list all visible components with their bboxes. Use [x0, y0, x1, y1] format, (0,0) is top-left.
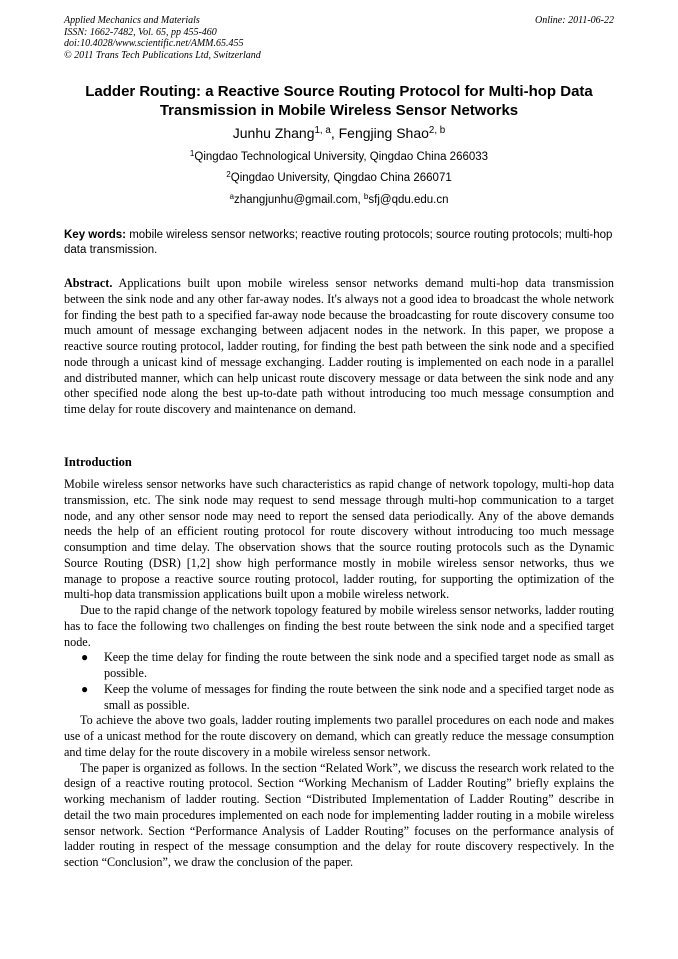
affiliation-2 — [50, 171, 628, 185]
list-item-text: Keep the volume of messages for finding the route between the sink node and a specified target node as small as possible. — [104, 681, 614, 712]
author-2-sup: 2, b — [428, 125, 446, 137]
author-list — [50, 124, 628, 142]
title-line-1: Ladder Routing: a Reactive Source Routing Protocol for Multi-hop Data — [85, 83, 593, 100]
challenge-list — [64, 650, 614, 713]
list-item — [64, 682, 614, 714]
abstract-text: Applications built upon mobile wireless sensor networks demand multi-hop data transmission between the sink node and any other far-away nodes. It's always not a good idea to broadcast the whole network for finding the best path to a specified far-away node because the broadcasting for route discovery consume too much amount of message exchanging between adjacent nodes in the network. In this paper, we propose a reactive source routing protocol, ladder routing, for finding the best path between the sink node and a specified node through a unicast kind of message exchanging. Ladder routing is implemented on each node in a parallel and distributed manner, which can help unicast route discovery message or data between the sink node and any other specified node along the best up-to-date path without introducing too much message consumption and time delay for route discovery and maintenance on demand. — [64, 276, 614, 416]
bullet-icon: ● — [81, 681, 89, 696]
intro-paragraph-4: The paper is organized as follows. In the section “Related Work”, we discuss the research work related to the design of a reactive routing protocol. Section “Working Mechanism of Ladder Routing” briefly explains the working mechanism of ladder routing. Section “Distributed Implementation of Ladder Routing” describe in detail the two main procedures implemented on each node for implementing ladder routing in a mobile wireless sensor network. Section “Performance Analysis of Ladder Routing” focuses on the performance analysis of ladder routing in respect of the message consumption and the delay for route discovery respectively. In the section “Conclusion”, we draw the conclusion of the paper. — [64, 760, 614, 869]
keywords-text: mobile wireless sensor networks; reactive routing protocols; source routing protocols; multi-hop data transmission. — [64, 229, 613, 256]
intro-paragraph-1: Mobile wireless sensor networks have such characteristics as rapid change of network topology, multi-hop data transmission, etc. The sink node may request to send message through multi-hop communication to a target node, and any other sensor node may need to report the sensed data periodically. Any of the above demands needs the help of an efficient routing protocol for route discovery without introducing too much message consumption and time delay. The observation shows that the source routing protocols such as the Dynamic Source Routing (DSR) [1,2] show high performance mostly in mobile wireless sensor networks, thus we manage to propose a reactive source routing protocol, ladder routing, for supporting the optimization of the multi-hop data transmission applications built upon a mobile wireless network. — [64, 477, 614, 602]
intro-paragraph-3: To achieve the above two goals, ladder routing implements two parallel procedures on each node and makes use of a unicast method for the route discovery on demand, which can greatly reduce the message consumption and time delay for the route discovery in a mobile wireless sensor network. — [64, 713, 614, 759]
affiliation-2-sup: 2 — [226, 169, 231, 179]
title-line-2: Transmission in Mobile Wireless Sensor Networks — [159, 102, 519, 119]
journal-header — [64, 15, 614, 61]
keywords-label: Key words: — [64, 229, 126, 241]
affiliation-1 — [50, 150, 628, 164]
email-b-sup: b — [363, 191, 369, 201]
online-date: Online: 2011-06-22 — [535, 15, 614, 26]
affiliation-1-text: Qingdao Technological University, Qingdao China 266033 — [194, 151, 489, 163]
abstract — [64, 276, 614, 418]
abstract-label: Abstract. — [64, 276, 113, 290]
intro-paragraph-2: Due to the rapid change of the network topology featured by mobile wireless sensor networks, ladder routing has to face the following two challenges on finding the best route between the sink node and a specified target node. — [64, 603, 614, 649]
introduction-body — [64, 477, 614, 871]
bullet-icon: ● — [81, 650, 89, 665]
author-2-name: Fengjing Shao — [338, 125, 429, 141]
list-item — [64, 650, 614, 682]
list-item-text: Keep the time delay for finding the route between the sink node and a specified target node as small as possible. — [104, 650, 614, 680]
copyright-line: © 2011 Trans Tech Publications Ltd, Switzerland — [64, 49, 261, 61]
email-b[interactable]: sfj@qdu.edu.cn — [368, 194, 449, 206]
keywords — [64, 228, 614, 258]
author-1-name: Junhu Zhang — [232, 125, 315, 141]
introduction-heading: Introduction — [64, 455, 132, 469]
author-1-sup: 1, a — [314, 125, 331, 137]
author-separator: , — [330, 125, 339, 141]
issn-line: ISSN: 1662-7482, Vol. 65, pp 455-460 — [64, 26, 217, 38]
journal-name: Applied Mechanics and Materials — [64, 15, 200, 26]
email-line — [50, 193, 628, 207]
affiliation-1-sup: 1 — [189, 148, 195, 158]
paper-title — [50, 82, 628, 120]
email-a-sup: a — [229, 191, 234, 201]
affiliation-2-text: Qingdao University, Qingdao China 266071 — [230, 172, 452, 184]
email-a[interactable]: zhangjunhu@gmail.com, — [233, 194, 364, 206]
doi-line: doi:10.4028/www.scientific.net/AMM.65.455 — [64, 38, 244, 49]
